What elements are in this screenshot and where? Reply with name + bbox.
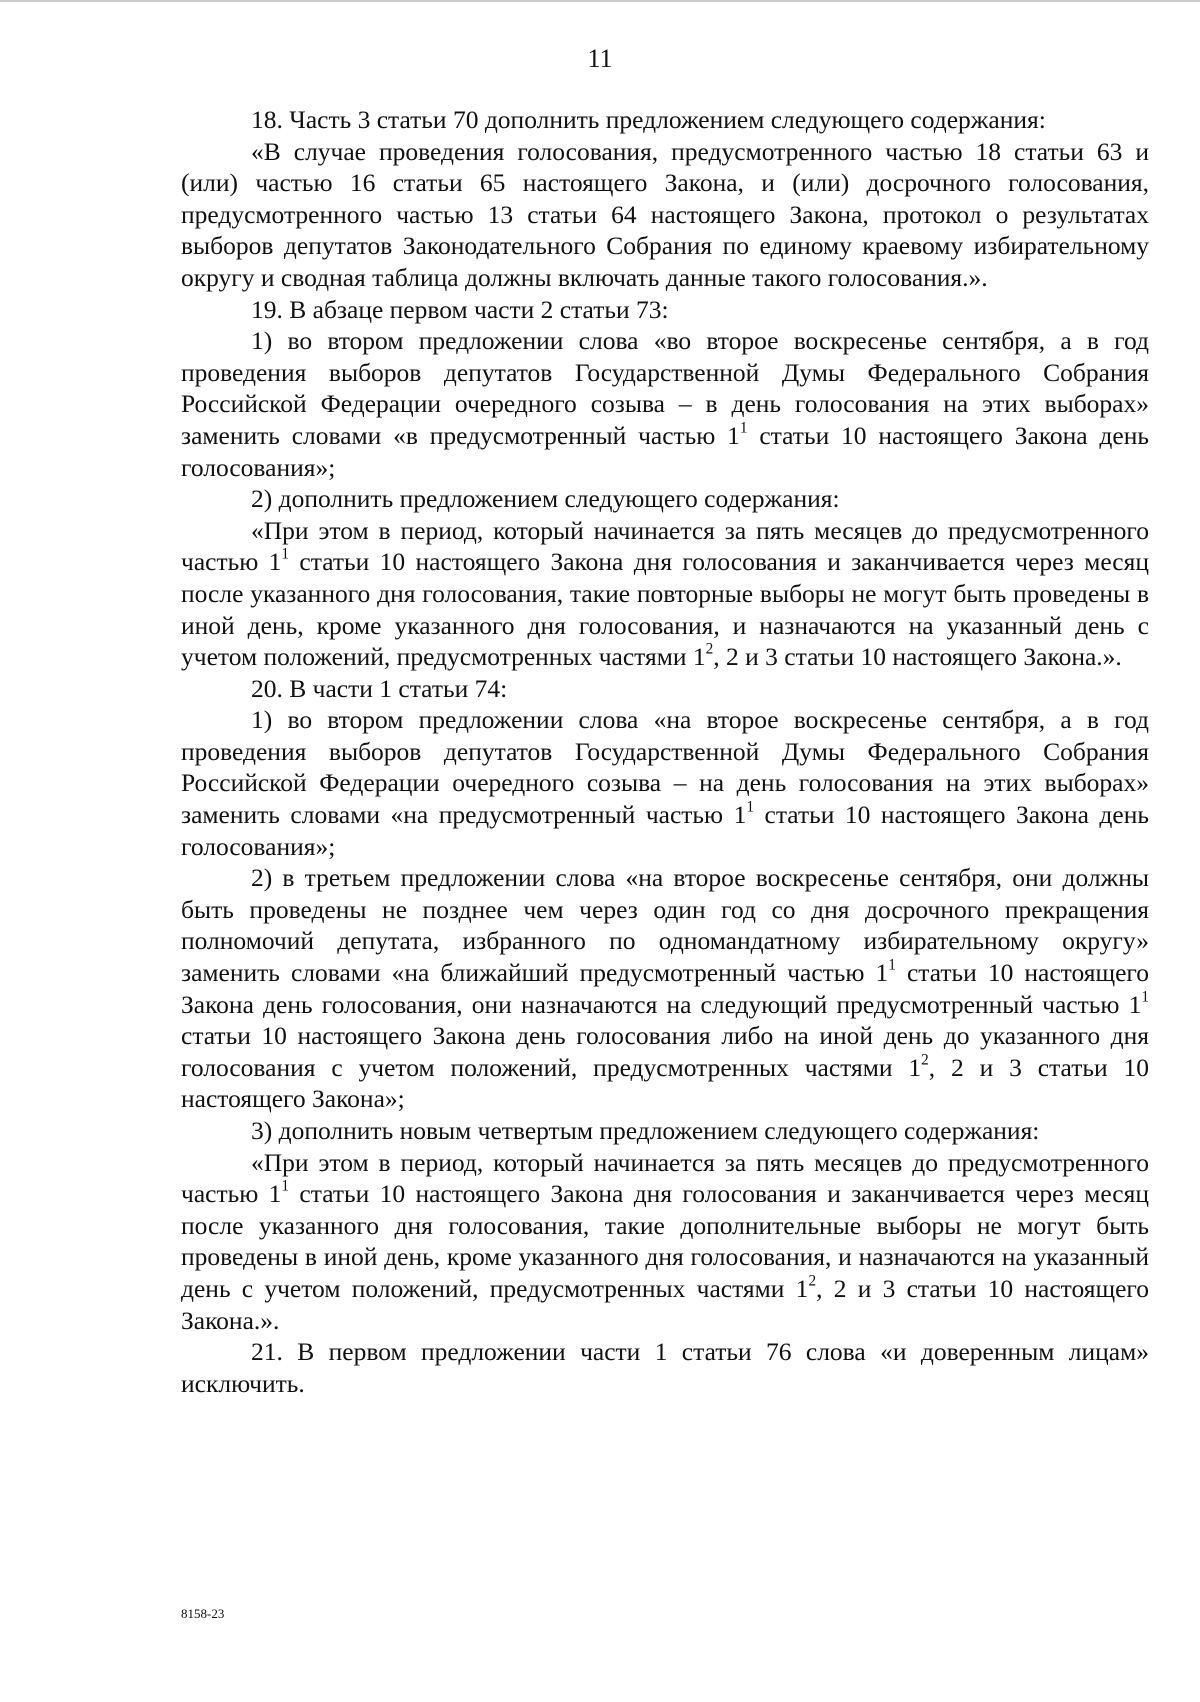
scan-edge <box>0 0 1200 2</box>
paragraph: «В случае проведения голосования, предусмотренного частью 18 статьи 63 и (или) частью 16 статьи 65 настоящего Закона, и (или) досрочного голосования, предусмотренного частью 13 статьи 64 настоящего Закона, протокол о результатах выборов депутатов Законодательного Собрания по единому краевому избирательному округу и сводная таблица должны включать данные такого голосования.». <box>181 136 1149 292</box>
paragraph: 20. В части 1 статьи 74: <box>251 673 508 703</box>
document-body <box>181 104 1149 1399</box>
page-number: 11 <box>587 44 613 73</box>
paragraph: «При этом в период, который начинается за пять месяцев до предусмотренного частью $1^1$ статьи 10 настоящего Закона дня голосования и заканчивается через месяц после указанного дня голосования, такие дополнительные выборы не могут быть проведены в иной день, кроме указанного дня голосования, и назначаются на указанный день с учетом положений, предусмотренных частями $1^2$, 2 и 3 статьи 10 настоящего Закона.». <box>181 1147 1149 1335</box>
paragraph: «При этом в период, который начинается за пять месяцев до предусмотренного частью $1^1$ статьи 10 настоящего Закона дня голосования и заканчивается через месяц после указанного дня голосования, такие повторные выборы не могут быть проведены в иной день, кроме указанного дня голосования, и назначаются на указанный день с учетом положений, предусмотренных частями $1^2$, 2 и 3 статьи 10 настоящего Закона.». <box>181 515 1149 672</box>
document-code: 8158-23 <box>181 1606 225 1621</box>
paragraph: 3) дополнить новым четвертым предложением следующего содержания: <box>251 1116 1040 1145</box>
paragraph: 21. В первом предложении части 1 статьи 76 слова «и доверенным лицам» исключить. <box>181 1337 1149 1398</box>
paragraph: 18. Часть 3 статьи 70 дополнить предложением следующего содержания: <box>251 105 1046 134</box>
paragraph: 1) во втором предложении слова «на второе воскресенье сентября, а в год проведения выборов депутатов Государственной Думы Федерального Собрания Российской Федерации очередного созыва – на день голосования на этих выборах» заменить словами «на предусмотренный частью $1^1$ статьи 10 настоящего Закона день голосования»; <box>181 705 1150 861</box>
paragraph: 2) в третьем предложении слова «на второе воскресенье сентября, они должны быть проведены не позднее чем через один год со дня досрочного прекращения полномочий депутата, избранного по одномандатному избирательному округу» заменить словами «на ближайший предусмотренный частью $1^1$ статьи 10 настоящего Закона день голосования, они назначаются на следующий предусмотренный частью $1^1$ статьи 10 настоящего Закона день голосования либо на иной день до указанного дня голосования с учетом положений, предусмотренных частями $1^2$, 2 и 3 статьи 10 настоящего Закона»; <box>181 863 1150 1114</box>
paragraph: 1) во втором предложении слова «во второе воскресенье сентября, а в год проведения выборов депутатов Государственной Думы Федерального Собрания Российской Федерации очередного созыва – в день голосования на этих выборах» заменить словами «в предусмотренный частью $1^1$ статьи 10 настоящего Закона день голосования»; <box>181 326 1149 482</box>
paragraph: 19. В абзаце первом части 2 статьи 73: <box>251 294 669 324</box>
paragraph: 2) дополнить предложением следующего содержания: <box>251 484 840 514</box>
